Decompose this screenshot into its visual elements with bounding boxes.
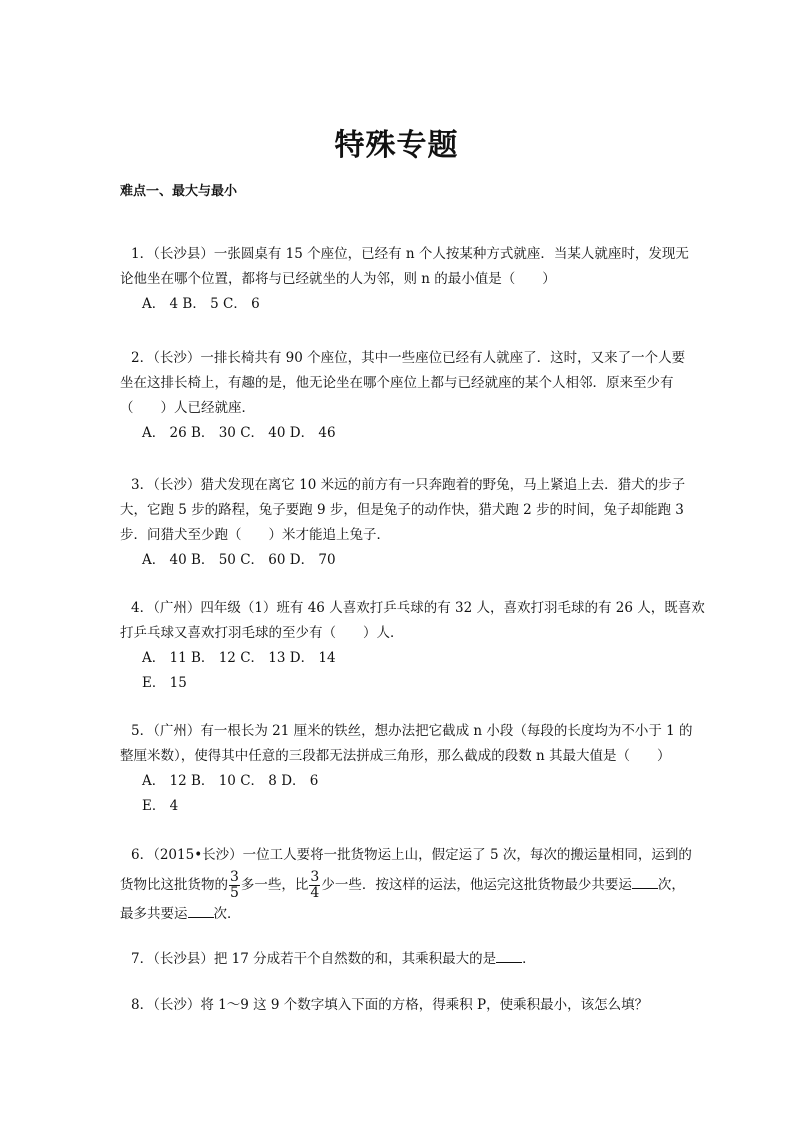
question-3-line-2: 大，它跑 5 步的路程，兔子要跑 9 步，但是兔子的动作快，猎犬跑 2 步的时间，兔子却能跑 3 — [120, 502, 684, 518]
fraction-three-fifths — [229, 870, 240, 901]
question-6-line-1: 6．（2015•长沙）一位工人要将一批货物运上山，假定运了 5 次，每次的搬运量相同，运到的 — [131, 847, 692, 863]
question-8 — [120, 993, 676, 1018]
question-2-line-3: （ ）人已经就座． — [120, 400, 255, 416]
question-1 — [120, 242, 689, 317]
question-7-line — [120, 947, 676, 972]
question-5-line-2: 整厘米数），使得其中任意的三段都无法拼成三角形，那么截成的段数 n 其最大值是（ ） — [120, 748, 671, 764]
fraction-three-quarters — [309, 870, 320, 901]
question-5-line-1: 5．（广州）有一根长为 21 厘米的铁丝，想办法把它截成 n 小段（每段的长度均为不小于 1 的 — [131, 723, 693, 739]
question-6 — [120, 843, 692, 927]
question-5-options: A． 12 B． 10 C． 8 D． 6 — [142, 773, 319, 789]
question-2 — [120, 346, 686, 446]
question-6-line-2 — [120, 868, 685, 902]
question-3 — [120, 473, 686, 573]
question-2-options: A． 26 B． 30 C． 40 D． 46 — [142, 425, 336, 441]
question-4-options-extra: E． 15 — [142, 675, 187, 691]
fraction-2-denominator: 4 — [310, 885, 320, 901]
question-6-text-f: 次． — [213, 906, 241, 922]
question-5 — [120, 719, 693, 819]
question-3-line-3: 步．问猎犬至少跑（ ）米才能追上兔子． — [120, 527, 390, 543]
section-heading: 难点一、最大与最小 — [120, 184, 238, 199]
question-7-text-a: 7．（长沙县）把 17 分成若干个自然数的和，其乘积最大的是 — [131, 951, 497, 967]
answer-blank-product[interactable] — [496, 948, 522, 963]
question-3-line-1: 3．（长沙）猎犬发现在离它 10 米远的前方有一只奔跑着的野兔，马上紧追上去．猎犬的步子 — [131, 477, 686, 493]
fraction-1-denominator: 5 — [230, 885, 239, 901]
question-3-options: A． 40 B． 50 C． 60 D． 70 — [142, 552, 336, 568]
question-6-text-d: 次， — [657, 877, 685, 893]
question-1-line-1: 1．（长沙县）一张圆桌有 15 个座位，已经有 n 个人按某种方式就座．当某人就座时，发现无 — [131, 246, 689, 262]
question-2-line-1: 2．（长沙）一排长椅共有 90 个座位，其中一些座位已经有人就座了．这时，又来了一个人要 — [131, 350, 686, 366]
answer-blank-max[interactable] — [188, 903, 214, 918]
question-8-line: 8．（长沙）将 1～9 这 9 个数字填入下面的方格，得乘积 P，使乘积最小，该怎么填？ — [131, 997, 649, 1013]
question-7 — [120, 947, 676, 972]
question-5-options-extra: E． 4 — [142, 798, 179, 814]
question-7-text-b: ． — [522, 951, 536, 967]
question-6-text-a: 货物比这批货物的 — [120, 877, 228, 893]
question-6-line-3 — [120, 902, 676, 927]
fraction-1-numerator: 3 — [230, 869, 239, 885]
question-4-line-2: 打乒乓球又喜欢打羽毛球的至少有（ ）人． — [120, 625, 404, 641]
question-6-text-e: 最多共要运 — [120, 906, 188, 922]
fraction-2-numerator: 3 — [310, 869, 320, 885]
answer-blank-min[interactable] — [632, 874, 658, 889]
question-4-options: A． 11 B． 12 C． 13 D． 14 — [142, 650, 336, 666]
question-1-line-2: 论他坐在哪个位置，都将与已经就坐的人为邻，则 n 的最小值是（ ） — [120, 271, 556, 287]
question-2-line-2: 坐在这排长椅上，有趣的是，他无论坐在哪个座位上都与已经就座的某个人相邻．原来至少有 — [120, 375, 674, 391]
question-6-text-b: 多一些，比 — [240, 877, 309, 893]
question-4-line-1: 4．（广州）四年级（1）班有 46 人喜欢打乒乓球的有 32 人，喜欢打羽毛球的有 26 人，既喜欢 — [131, 600, 705, 616]
question-6-text-c: 少一些．按这样的运法，他运完这批货物最少共要运 — [321, 877, 632, 893]
question-4 — [120, 596, 705, 696]
page-title: 特殊专题 — [334, 128, 459, 163]
question-1-options: A． 4 B． 5 C． 6 — [142, 296, 260, 312]
